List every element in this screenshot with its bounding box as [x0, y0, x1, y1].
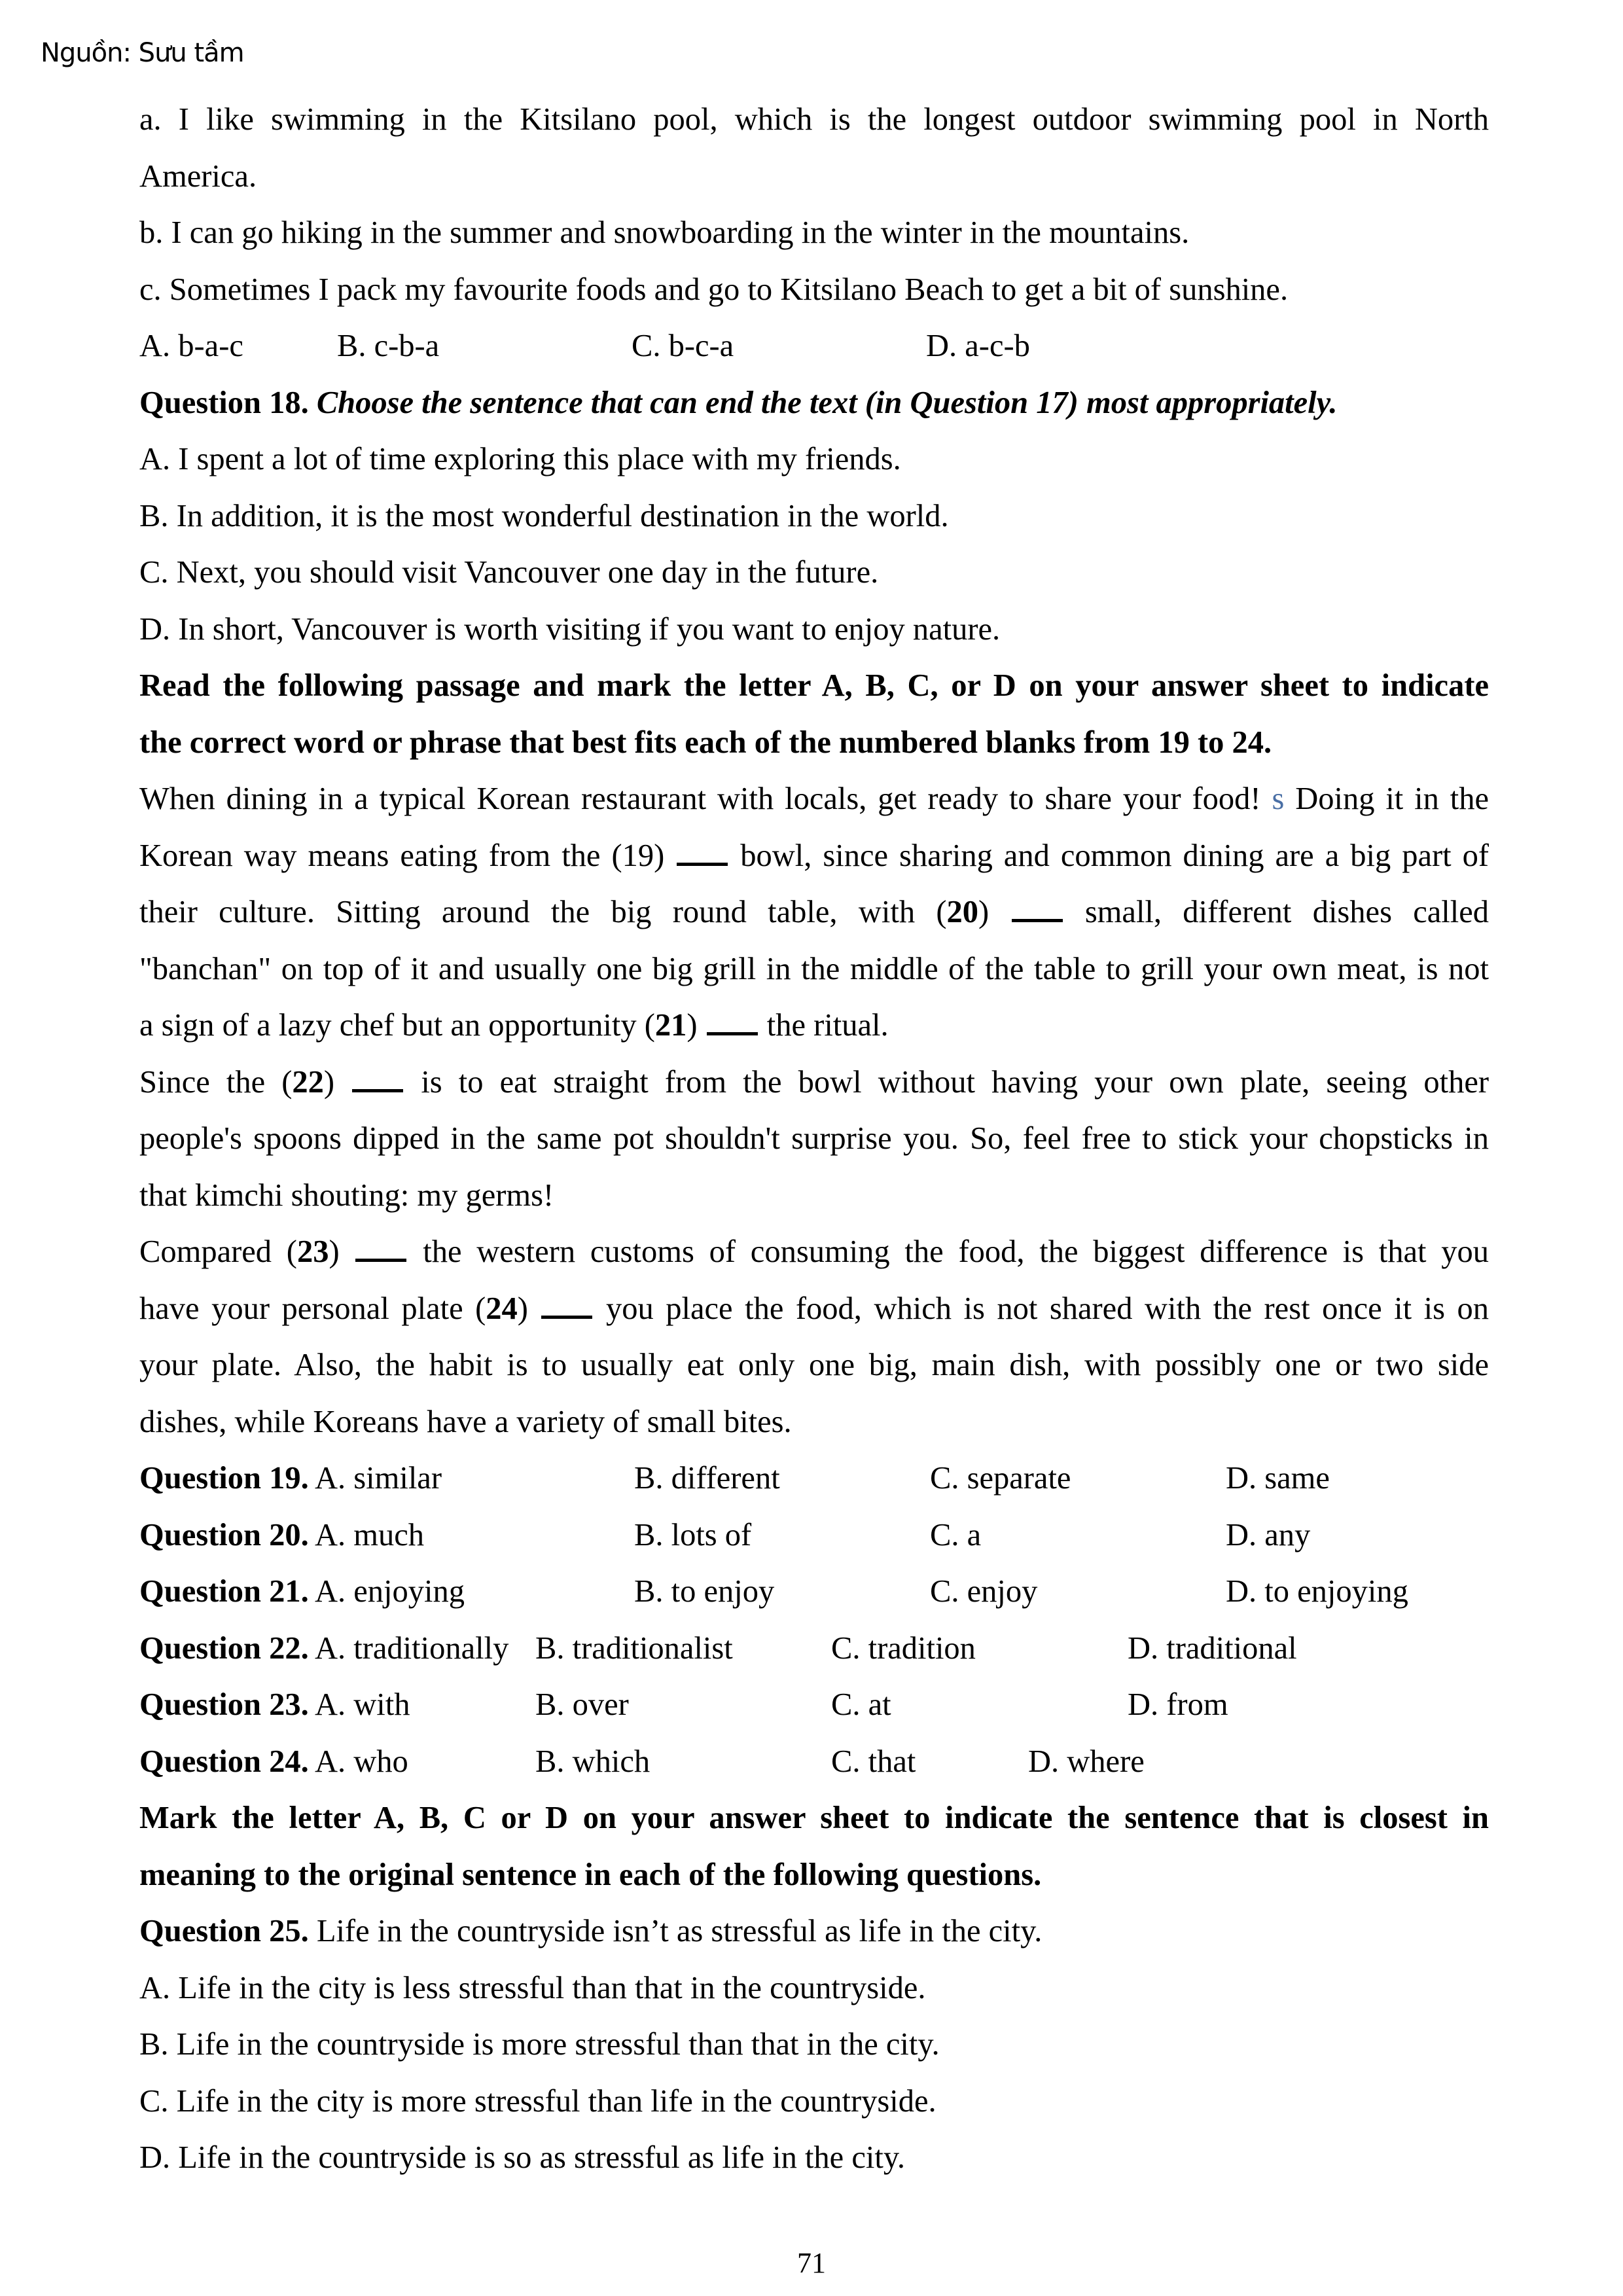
question-label: Question 19.: [139, 1461, 309, 1496]
passage-text: their culture. Sitting around the big round table, with (20): [139, 895, 990, 929]
question-22: [139, 1621, 1489, 1677]
q17-option-d[interactable]: D. a-c-b: [926, 329, 1030, 363]
passage-text: small, different dishes called: [1084, 895, 1489, 929]
option-d[interactable]: D. traditional: [1128, 1630, 1297, 1666]
option-b[interactable]: B. traditionalist: [535, 1630, 733, 1666]
option-d[interactable]: D. to enjoying: [1226, 1574, 1408, 1609]
q18-option-d[interactable]: D. In short, Vancouver is worth visiting if you want to enjoy nature.: [139, 611, 1001, 647]
option-a[interactable]: A. enjoying: [315, 1574, 465, 1609]
option-b[interactable]: B. lots of: [634, 1517, 752, 1552]
question-21: [139, 1564, 1489, 1621]
source-header: Nguồn: Sưu tầm: [41, 38, 244, 68]
passage-line-5: [139, 997, 1489, 1054]
passage-line-6: [139, 1054, 1489, 1111]
question-label: Question 22.: [139, 1630, 309, 1666]
q17-option-b[interactable]: B. c-b-a: [337, 329, 440, 363]
passage-text: Korean way means eating from the (19): [139, 838, 665, 873]
option-b[interactable]: B. different: [634, 1461, 780, 1496]
passage-line-11: your plate. Also, the habit is to usually eat only one big, main dish, with possibly one or two side: [139, 1348, 1489, 1382]
option-d[interactable]: D. same: [1226, 1461, 1330, 1496]
q17-sentence-b: b. I can go hiking in the summer and snowboarding in the winter in the mountains.: [139, 215, 1190, 250]
passage-line-12: dishes, while Koreans have a variety of small bites.: [139, 1404, 792, 1439]
passage-text: the ritual.: [766, 1008, 889, 1043]
passage-line-1: [139, 771, 1489, 828]
passage-text: Compared (23): [139, 1234, 340, 1269]
q18-heading: [139, 375, 1489, 432]
q25-text: Life in the countryside isn’t as stressful as life in the city.: [316, 1914, 1043, 1948]
passage-text: have your personal plate (24): [139, 1291, 528, 1326]
q17-option-c[interactable]: C. b-c-a: [632, 329, 734, 363]
blank-20: [1012, 895, 1063, 922]
section3-instruction-line1: Mark the letter A, B, C or D on your answer sheet to indicate the sentence that is closest in: [139, 1801, 1489, 1835]
blank-24: [541, 1292, 592, 1319]
passage-text: you place the food, which is not shared with the rest once it is on: [606, 1291, 1489, 1326]
option-d[interactable]: D. from: [1128, 1687, 1228, 1722]
question-19: [139, 1450, 1489, 1507]
passage-line-9: [139, 1224, 1489, 1281]
document-body: [139, 92, 1489, 2187]
question-23: [139, 1677, 1489, 1734]
passage-line-8: that kimchi shouting: my germs!: [139, 1177, 554, 1213]
page-number: 71: [797, 2247, 826, 2279]
q25-stem: [139, 1903, 1489, 1960]
option-b[interactable]: B. to enjoy: [634, 1574, 775, 1609]
option-c[interactable]: C. tradition: [831, 1630, 976, 1666]
question-24: [139, 1734, 1489, 1791]
q18-prompt: Choose the sentence that can end the text (in Question 17) most appropriately.: [316, 385, 1338, 420]
q18-option-c[interactable]: C. Next, you should visit Vancouver one day in the future.: [139, 555, 879, 590]
question-label: Question 21.: [139, 1574, 309, 1609]
q17-option-a[interactable]: A. b-a-c: [139, 329, 243, 363]
option-b[interactable]: B. which: [535, 1744, 651, 1779]
section3-instruction-line2: meaning to the original sentence in each of the following questions.: [139, 1857, 1042, 1892]
option-c[interactable]: C. enjoy: [930, 1574, 1038, 1609]
passage-text: a sign of a lazy chef but an opportunity (21): [139, 1008, 698, 1043]
q25-option-c[interactable]: C. Life in the city is more stressful than life in the countryside.: [139, 2083, 936, 2119]
blank-22: [352, 1066, 403, 1092]
q17-options: [139, 318, 1489, 375]
q18-option-a[interactable]: A. I spent a lot of time exploring this place with my friends.: [139, 442, 901, 476]
passage-line-2: [139, 828, 1489, 885]
passage-instruction-line2: the correct word or phrase that best fits each of the numbered blanks from 19 to 24.: [139, 725, 1272, 760]
stray-marker: s: [1272, 781, 1285, 816]
passage-line-10: [139, 1281, 1489, 1338]
blank-19: [677, 839, 728, 866]
passage-line-7: people's spoons dipped in the same pot shouldn't surprise you. So, feel free to stick your chopsticks in: [139, 1121, 1489, 1156]
passage-text: is to eat straight from the bowl without having your own plate, seeing other: [421, 1064, 1489, 1100]
passage-text: the western customs of consuming the food, the biggest difference is that you: [423, 1234, 1489, 1269]
question-label: Question 23.: [139, 1687, 309, 1722]
blank-21: [707, 1009, 758, 1035]
option-a[interactable]: A. traditionally: [315, 1630, 509, 1666]
question-label: Question 20.: [139, 1517, 309, 1552]
option-d[interactable]: D. any: [1226, 1517, 1311, 1552]
q25-option-a[interactable]: A. Life in the city is less stressful than that in the countryside.: [139, 1970, 926, 2005]
option-c[interactable]: C. separate: [930, 1461, 1071, 1496]
passage-line-3: [139, 884, 1489, 941]
option-c[interactable]: C. that: [831, 1744, 916, 1779]
passage-text: Doing it in the: [1295, 781, 1489, 816]
option-a[interactable]: A. with: [315, 1687, 410, 1722]
question-20: [139, 1507, 1489, 1564]
option-d[interactable]: D. where: [1028, 1744, 1145, 1779]
option-a[interactable]: A. who: [315, 1744, 408, 1779]
option-a[interactable]: A. much: [315, 1517, 425, 1552]
q25-option-b[interactable]: B. Life in the countryside is more stressful than that in the city.: [139, 2027, 940, 2062]
option-c[interactable]: C. at: [831, 1687, 891, 1722]
passage-text: When dining in a typical Korean restaurant with locals, get ready to share your food!: [139, 781, 1261, 816]
q18-label: Question 18.: [139, 385, 309, 420]
blank-23: [355, 1235, 406, 1262]
option-c[interactable]: C. a: [930, 1517, 982, 1552]
option-a[interactable]: A. similar: [315, 1461, 442, 1496]
passage-text: bowl, since sharing and common dining are a big part of: [740, 838, 1489, 873]
q25-option-d[interactable]: D. Life in the countryside is so as stressful as life in the city.: [139, 2140, 906, 2175]
q17-sentence-a-cont: America.: [139, 158, 257, 194]
q17-sentence-c: c. Sometimes I pack my favourite foods and go to Kitsilano Beach to get a bit of sunshine.: [139, 272, 1289, 307]
passage-line-4: "banchan" on top of it and usually one big grill in the middle of the table to grill your own meat, is not: [139, 951, 1489, 986]
q25-label: Question 25.: [139, 1914, 309, 1948]
q18-option-b[interactable]: B. In addition, it is the most wonderful destination in the world.: [139, 498, 949, 533]
option-b[interactable]: B. over: [535, 1687, 629, 1722]
passage-instruction-line1: Read the following passage and mark the letter A, B, C, or D on your answer sheet to indicate: [139, 668, 1489, 703]
passage-text: Since the (22): [139, 1064, 335, 1100]
question-label: Question 24.: [139, 1744, 309, 1779]
q17-sentence-a: a. I like swimming in the Kitsilano pool, which is the longest outdoor swimming pool in North: [139, 102, 1489, 137]
